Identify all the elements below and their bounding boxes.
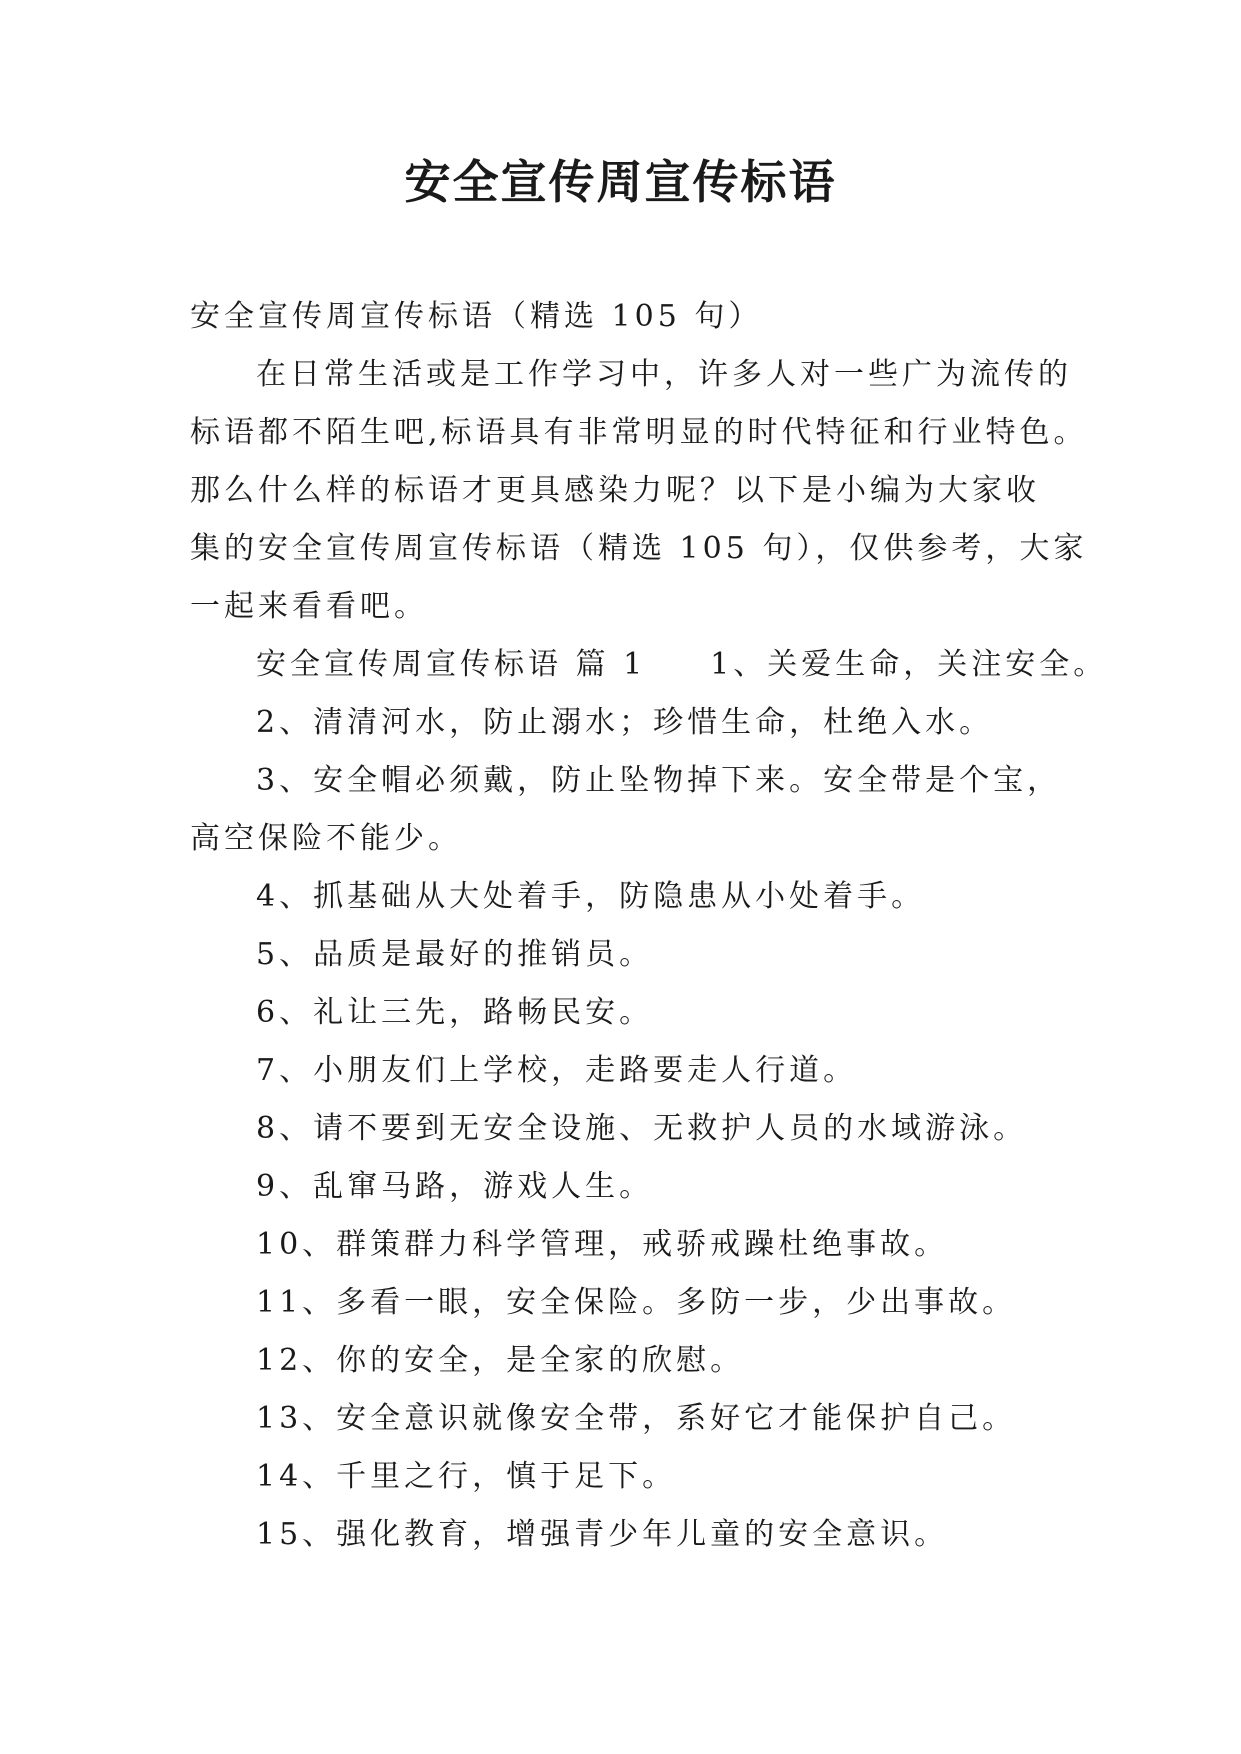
section-heading-row [190,636,1108,694]
slogan-item: 10、群策群力科学管理，戒骄戒躁杜绝事故。 [256,1227,949,1262]
slogan-item: 1、关爱生命，关注安全。 [710,647,1108,682]
intro-line: 集的安全宣传周宣传标语（精选 105 句），仅供参考，大家 [190,531,1088,566]
intro-line: 在日常生活或是工作学习中，许多人对一些广为流传的 [256,357,1072,392]
intro-line: 那么什么样的标语才更具感染力呢？以下是小编为大家收 [190,473,1040,508]
slogan-item: 4、抓基础从大处着手，防隐患从小处着手。 [256,879,926,914]
slogan-item-continuation: 高空保险不能少。 [190,821,462,856]
slogan-item: 12、你的安全，是全家的欣慰。 [256,1343,745,1378]
document-title: 安全宣传周宣传标语 [404,155,837,209]
document-body [190,288,1108,1564]
slogan-item: 7、小朋友们上学校，走路要走人行道。 [256,1053,858,1088]
slogan-item: 11、多看一眼，安全保险。多防一步，少出事故。 [256,1285,1017,1320]
document-subtitle: 安全宣传周宣传标语（精选 105 句） [190,299,763,334]
slogan-item: 14、千里之行，慎于足下。 [256,1459,677,1494]
slogan-item: 3、安全帽必须戴，防止坠物掉下来。安全带是个宝， [256,763,1062,798]
intro-line: 标语都不陌生吧,标语具有非常明显的时代特征和行业特色。 [190,415,1088,450]
slogan-item: 5、品质是最好的推销员。 [256,937,654,972]
slogan-item: 6、礼让三先，路畅民安。 [256,995,654,1030]
slogan-item: 2、清清河水，防止溺水；珍惜生命，杜绝入水。 [256,705,994,740]
slogan-item: 13、安全意识就像安全带，系好它才能保护自己。 [256,1401,1017,1436]
slogan-item: 9、乱窜马路，游戏人生。 [256,1169,654,1204]
slogan-item: 15、强化教育，增强青少年儿童的安全意识。 [256,1517,949,1552]
section-heading: 安全宣传周宣传标语 篇 1 [256,647,647,682]
intro-line: 一起来看看吧。 [190,589,428,624]
slogan-item: 8、请不要到无安全设施、无救护人员的水域游泳。 [256,1111,1028,1146]
